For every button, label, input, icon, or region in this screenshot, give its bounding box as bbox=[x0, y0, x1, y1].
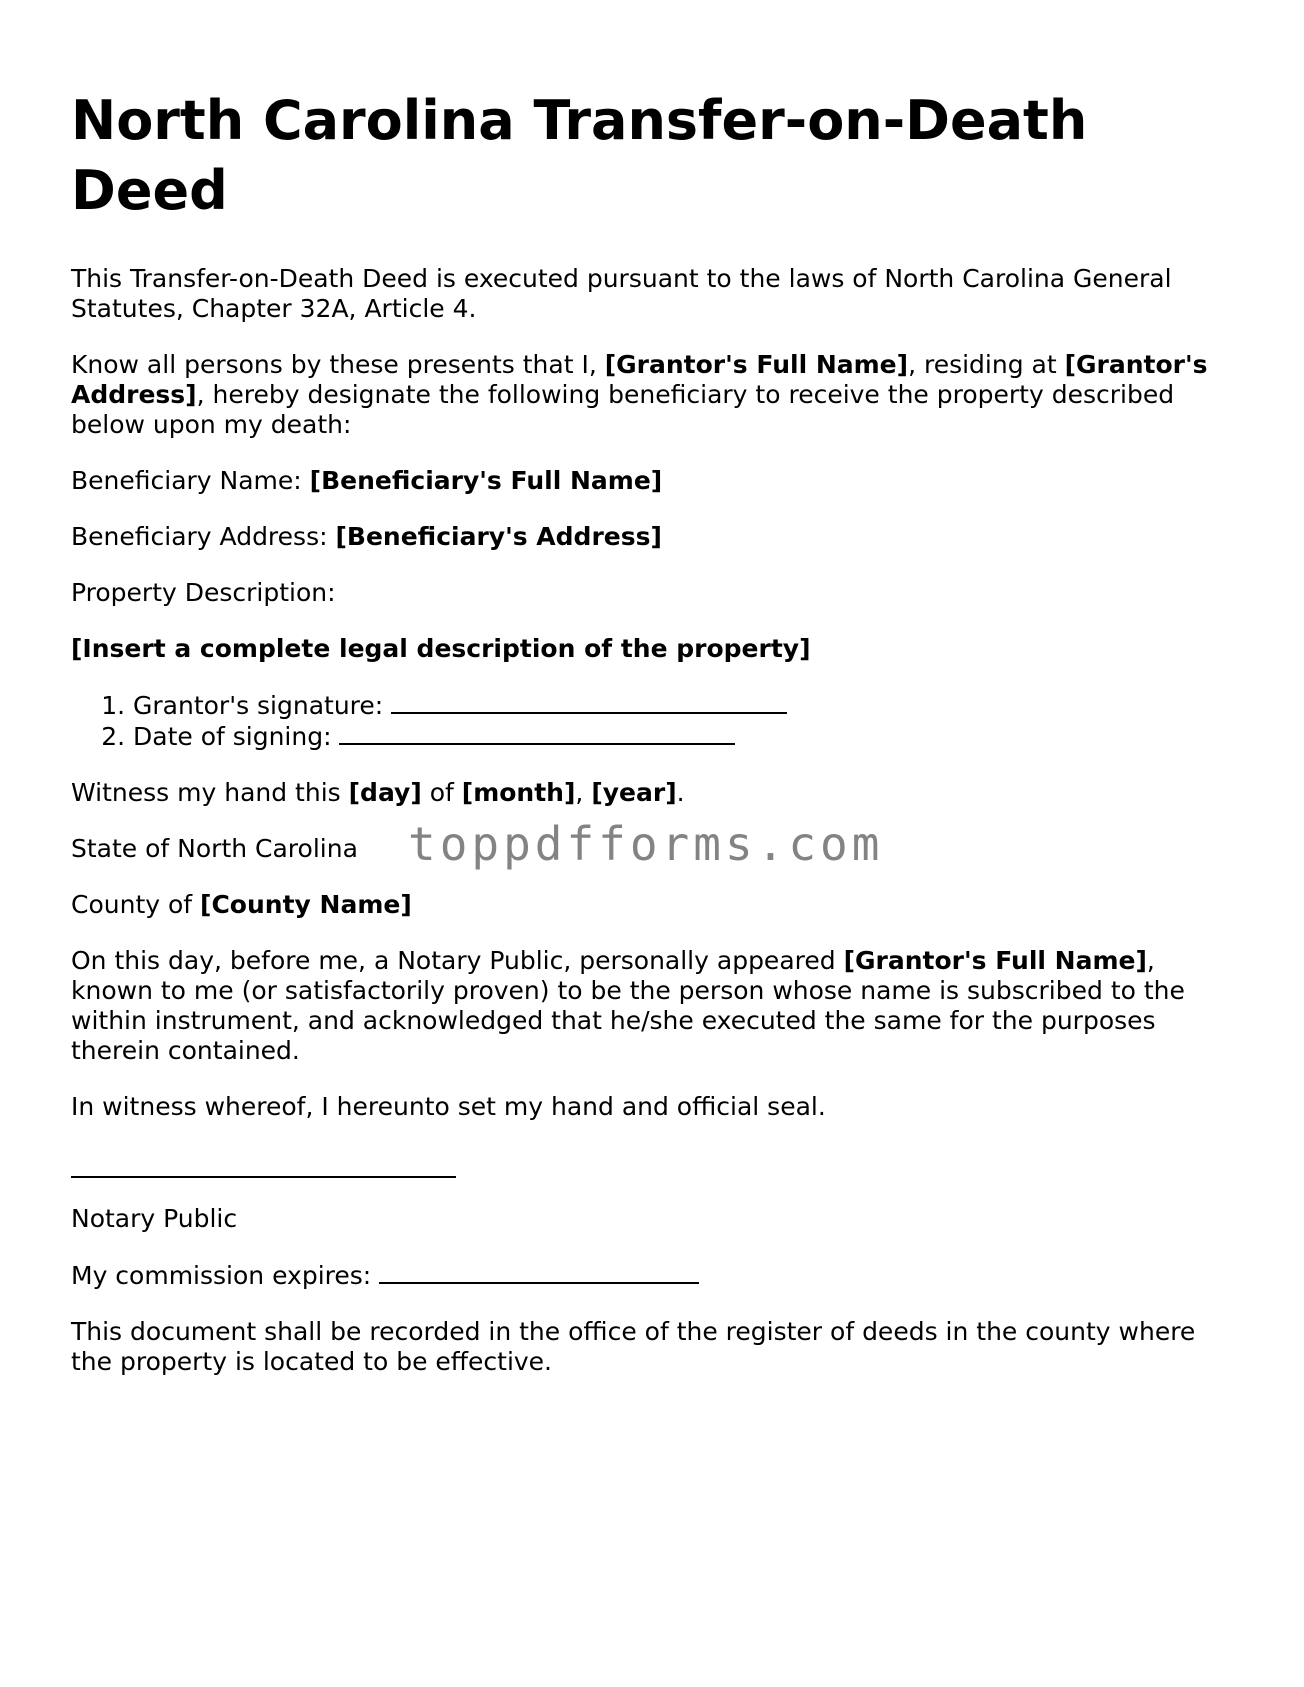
grantor-signature-blank[interactable] bbox=[391, 690, 787, 714]
document-page bbox=[71, 86, 1241, 1403]
declaration-text-3: , hereby designate the following beneficiary to receive the property described below upon my death: bbox=[71, 380, 1175, 439]
notary-acknowledgment bbox=[71, 946, 1241, 1066]
declaration-text-1: Know all persons by these presents that I, bbox=[71, 350, 605, 379]
beneficiary-name-label: Beneficiary Name: bbox=[71, 466, 310, 495]
year-placeholder: [year] bbox=[591, 778, 677, 807]
beneficiary-name-placeholder: [Beneficiary's Full Name] bbox=[309, 466, 663, 495]
witness-line bbox=[71, 778, 1241, 808]
notary-signature-rule[interactable] bbox=[71, 1148, 456, 1178]
property-description-placeholder bbox=[71, 634, 1241, 664]
property-description-label: Property Description: bbox=[71, 578, 336, 607]
notary-text-1: On this day, before me, a Notary Public, personally appeared bbox=[71, 946, 844, 975]
list-item bbox=[133, 721, 1241, 752]
document-title: North Carolina Transfer-on-Death Deed bbox=[71, 89, 1088, 222]
county-name-placeholder: [County Name] bbox=[200, 890, 412, 919]
signing-date-blank[interactable] bbox=[339, 721, 735, 745]
notary-public-label: Notary Public bbox=[71, 1204, 238, 1233]
grantor-declaration bbox=[71, 350, 1241, 440]
commission-line bbox=[71, 1260, 1241, 1291]
watermark-text: toppdfforms.com bbox=[408, 817, 884, 871]
beneficiary-address-label: Beneficiary Address: bbox=[71, 522, 336, 551]
signing-date-label: Date of signing: bbox=[133, 722, 340, 751]
commission-label: My commission expires: bbox=[71, 1261, 380, 1290]
county-line bbox=[71, 890, 1241, 920]
property-description-value: [Insert a complete legal description of the property] bbox=[71, 634, 811, 663]
declaration-text-2: , residing at bbox=[908, 350, 1065, 379]
grantor-name-placeholder: [Grantor's Full Name] bbox=[604, 350, 909, 379]
in-witness-line: In witness whereof, I hereunto set my hand and official seal. bbox=[71, 1092, 826, 1121]
day-placeholder: [day] bbox=[348, 778, 422, 807]
signature-list bbox=[71, 690, 1241, 752]
list-item bbox=[133, 690, 1241, 721]
beneficiary-address-placeholder: [Beneficiary's Address] bbox=[335, 522, 662, 551]
grantor-address-placeholder: [Grantor's Address] bbox=[71, 350, 1208, 409]
notary-text-2: , known to me (or satisfactorily proven) to be the person whose name is subscribed to the within instrument, and acknowledged that he/she executed the same for the purposes therein contained. bbox=[71, 946, 1185, 1065]
state-line: State of North Carolina bbox=[71, 834, 358, 863]
county-label: County of bbox=[71, 890, 201, 919]
beneficiary-name-line bbox=[71, 466, 1241, 496]
witness-text-4: . bbox=[676, 778, 685, 807]
notary-grantor-name-placeholder: [Grantor's Full Name] bbox=[843, 946, 1147, 975]
intro-paragraph: This Transfer-on-Death Deed is executed pursuant to the laws of North Carolina General Statutes, Chapter 32A, Article 4. bbox=[71, 264, 1172, 323]
month-placeholder: [month] bbox=[461, 778, 576, 807]
notary-signature-line[interactable] bbox=[71, 1148, 1241, 1178]
witness-text-2: of bbox=[421, 778, 462, 807]
witness-text-3: , bbox=[575, 778, 592, 807]
commission-expiry-blank[interactable] bbox=[379, 1260, 699, 1284]
recording-paragraph: This document shall be recorded in the office of the register of deeds in the county where the property is located to be effective. bbox=[71, 1317, 1196, 1376]
grantor-signature-label: Grantor's signature: bbox=[133, 691, 392, 720]
beneficiary-address-line bbox=[71, 522, 1241, 552]
witness-text-1: Witness my hand this bbox=[71, 778, 349, 807]
